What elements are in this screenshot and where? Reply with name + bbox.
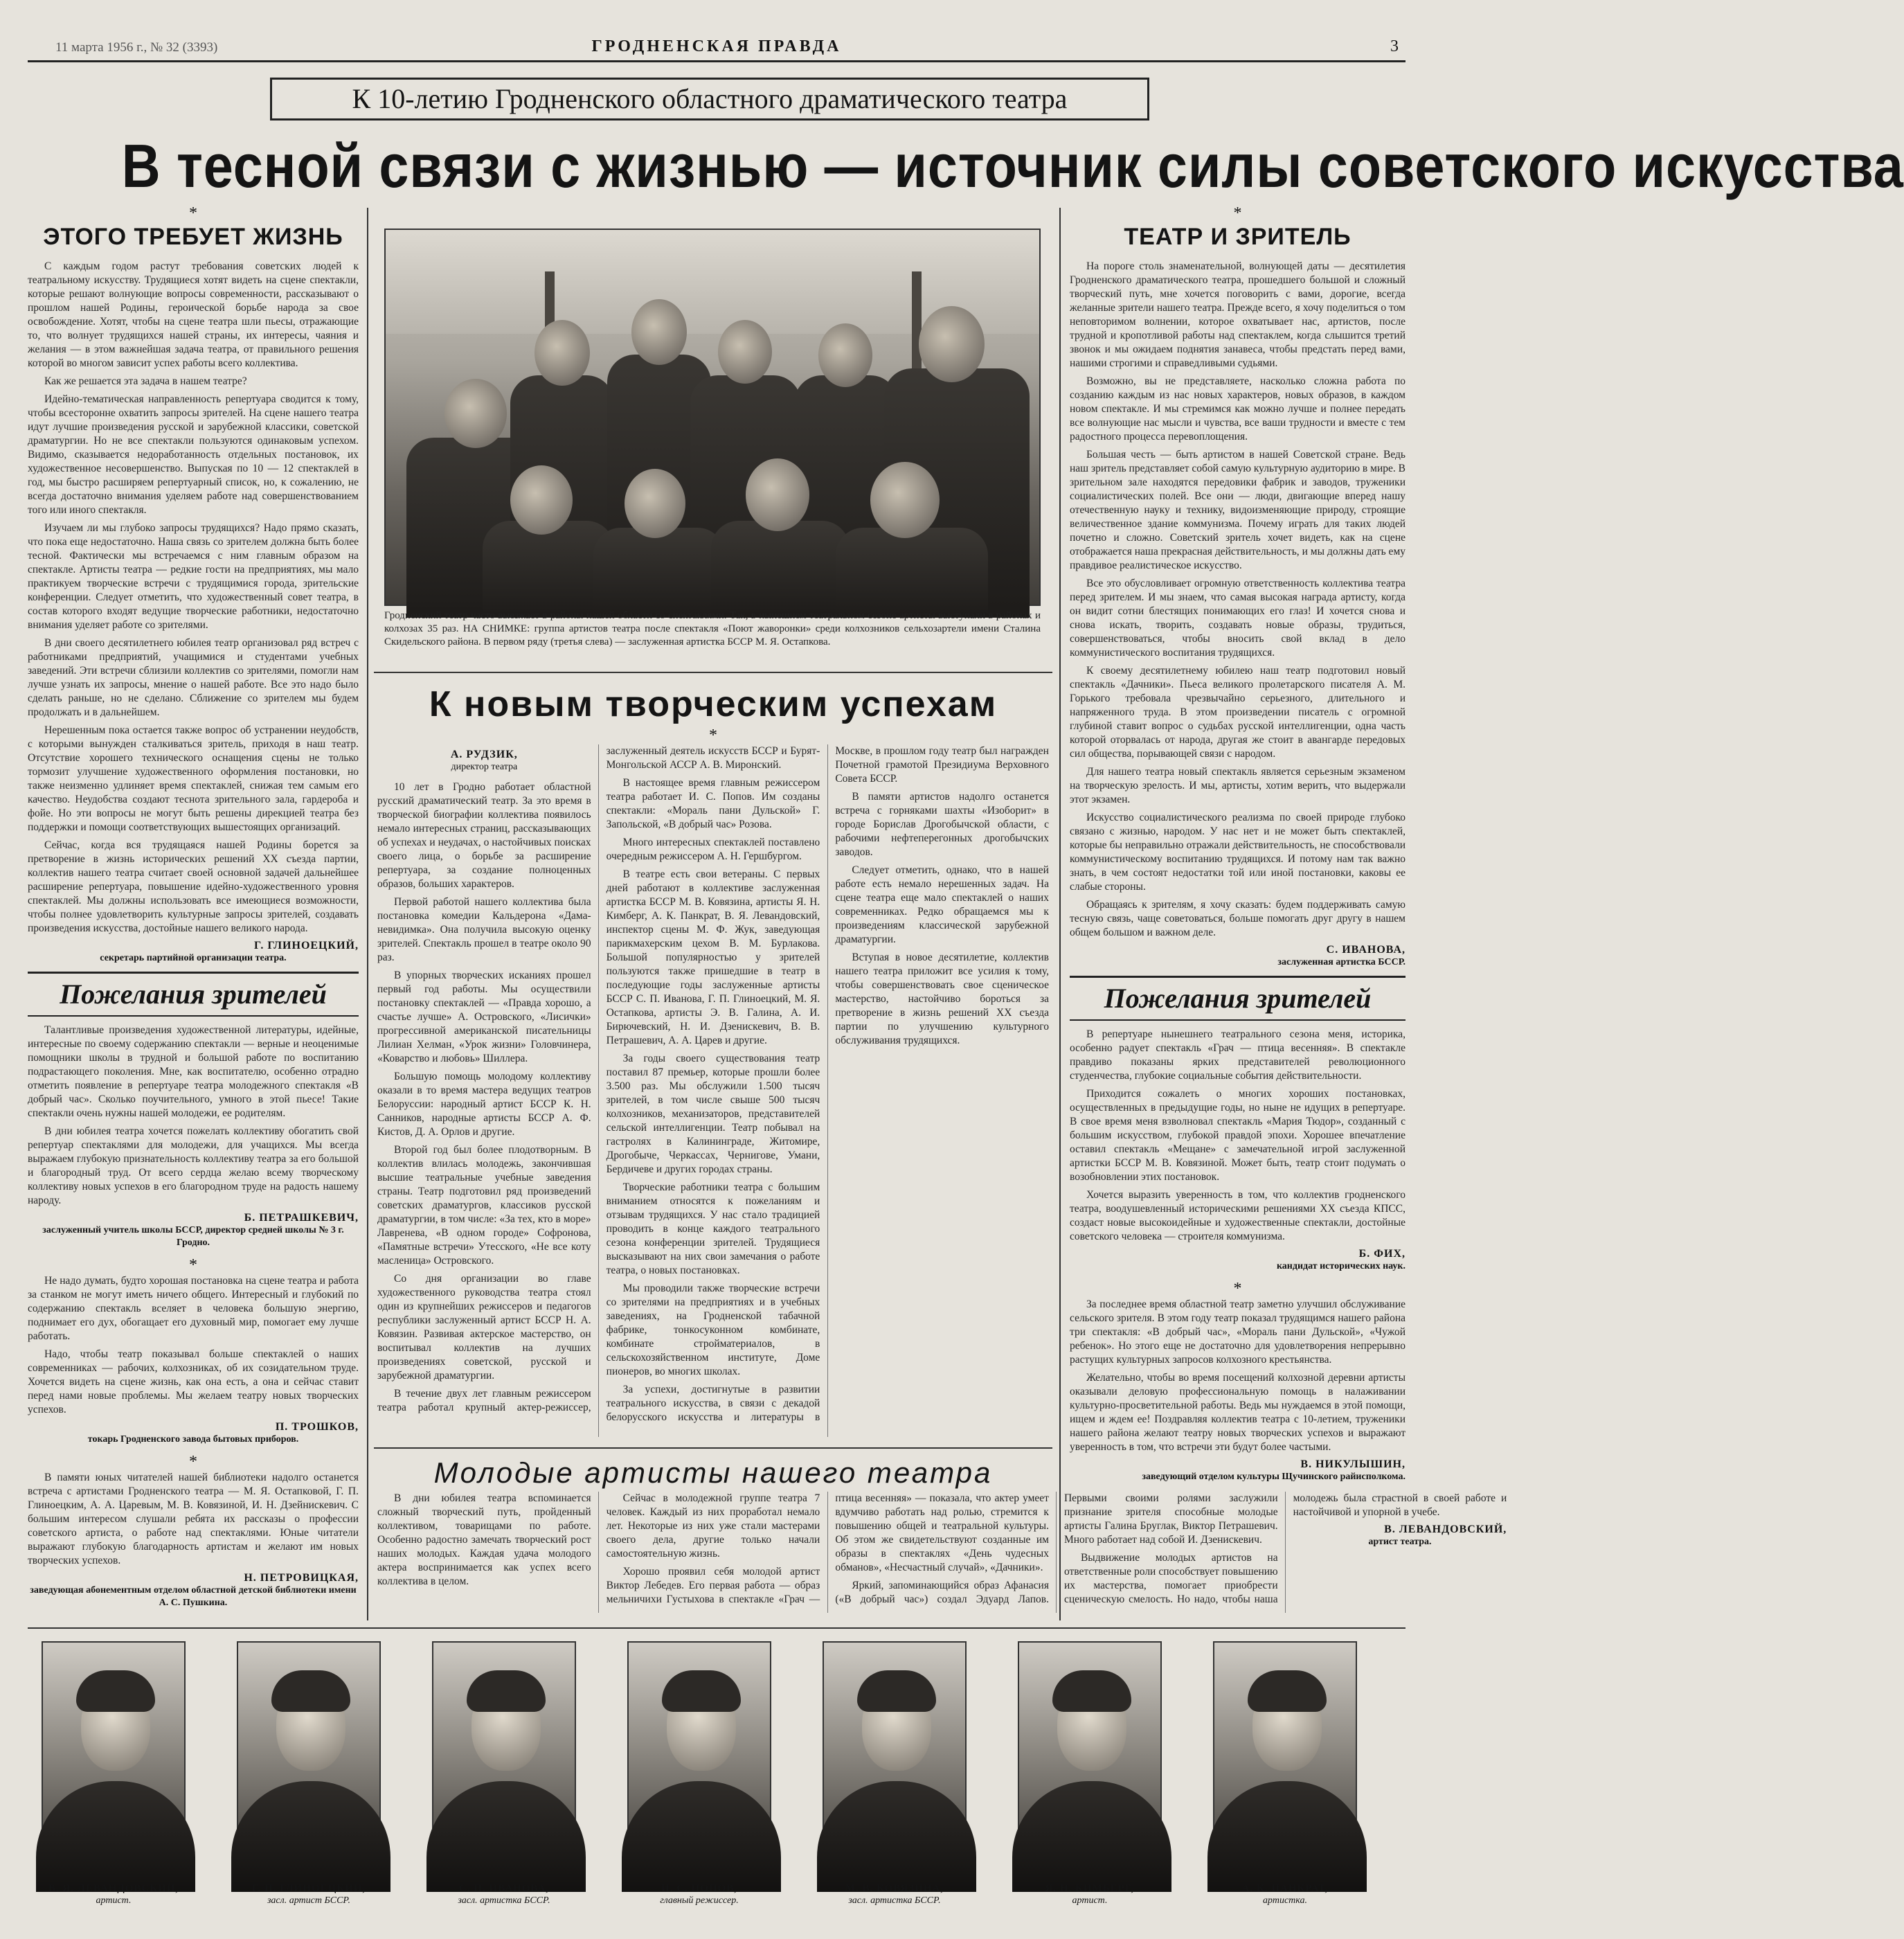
portrait-photo [432, 1641, 576, 1877]
paragraph: Для нашего театра новый спектакль является серьезным экзаменом на творческую зрелость. И мы, артисты, хотим верить, что выдержали этот экзамен. [1070, 766, 1405, 805]
right-column [1070, 204, 1405, 1624]
person-figure [711, 521, 850, 618]
paragraph: Не надо думать, будто хорошая постановка на сцене театра и работа за станком не могут иметь ничего общего. Интересный и глубокий по содержанию спектакль вселяет в человека большую энергию, поднимает его дух, обогащает его духовный мир, помогает ему лучше работать. [28, 1275, 359, 1342]
paragraph: За успехи, достигнутые в развитии театрального искусства, в связи с декадой белорусского искусства и литературы в Москве, в прошлом году театр был награжден Почетной грамотой Президиума Верховного Совета БССР. [606, 745, 1049, 1423]
portrait-title: артистка. [1263, 1895, 1307, 1906]
star-ornament: * [709, 726, 717, 744]
portrait-name: С. П. ИВАНОВА, [458, 1883, 550, 1894]
article-title-uspekham: К новым творческим успехам [429, 684, 998, 724]
rule [374, 1447, 1052, 1449]
portrait-photo [1018, 1641, 1162, 1877]
portrait-label [1018, 1882, 1162, 1907]
paragraph: Мы проводили также творческие встречи со зрителями на предприятиях и в учебных заведениях, на Гродненской табачной фабрике, тонкосуконном комбинате, комбинате стройматериалов, в сельскохозяйственном институте, Доме пионеров, во многих школах. [606, 1283, 820, 1377]
portrait-label [1213, 1882, 1357, 1907]
portrait-label [237, 1882, 381, 1907]
person-head [919, 306, 985, 382]
main-headline: В тесной связи с жизнью — источник силы советского искусства [121, 132, 1904, 200]
paragraph: С каждым годом растут требования советских людей к театральному искусству. Трудящиеся хотят видеть на сцене спектакли, которые решают волнующие вопросы современности, рассказывают о прошлом нашей Родины, героической борьбе народа за свое освобождение. Хотят, чтобы на сцене театра шли пьесы, отражающие то, что волнует трудящихся нашей страны, их интересы, чаяния и желания — в этом важнейшая задача театра, от правильного решения которой во многом зависит успех работы всего коллектива. [28, 260, 359, 369]
portrait-name: В. Я. ЛЕВАНДОВСКИЙ, [48, 1883, 179, 1894]
article-title-teatr: ТЕАТР И ЗРИТЕЛЬ [1124, 224, 1351, 250]
portrait-photo [627, 1641, 771, 1877]
paragraph: Со дня организации во главе художественного руководства театра стоял один из крупнейших режиссеров и педагогов республики заслуженный артист БССР Н. А. Ковязин. Развивая актерское мастерство, он воспитывал коллектив на лучших произведениях советской, русской и зарубежной драматургии. [377, 1273, 591, 1382]
photo-caption-block [384, 609, 1041, 668]
person-figure [593, 528, 725, 618]
portrait-row [28, 1641, 1405, 1939]
paragraph: На пороге столь знаменательной, волнующей даты — десятилетия Гродненского драматического театра, прошедшего большой и сложный творческий путь, мне хочется поговорить с вами, дорогие, всегда желанные зрители нашего театра. Прежде всего, я хочу поделиться о том неповторимом волнении, которое охватывает нас, артистов, после трудной и кропотливой работы над спектаклем, когда слышится третий звонок и мы ожидаем поднятия занавеса, чтобы предстать перед вами, нашими строгими и справедливыми судьями. [1070, 260, 1405, 369]
paragraph: В упорных творческих исканиях прошел первый год работы. Мы осуществили постановку спектаклей — «Правда хорошо, а счастье лучше» А. Островского, «Лисички» прогрессивной американской писательницы Лилиан Хелман, «Урок жизни» Головчинера, «Коварство и любовь» Шиллера. [377, 970, 591, 1064]
paragraph: Талантливые произведения художественной литературы, идейные, интересные по своему содержанию спектакли — верные и неоценимые помощники школы в трудной и большой работе по воспитанию подрастающего поколения. Мне, как воспитателю, особенно отрадно отметить появление в репертуаре театра молодежного спектакля «В добрый час». Сколько поучительного, умного в этой пьесе! Такие спектакли очень нужны нашей молодежи, ее родителям. [28, 1024, 359, 1119]
portrait-label [42, 1882, 186, 1907]
author-signature: В. ЛЕВАНДОВСКИЙ, [1384, 1524, 1507, 1535]
author-signature: Б. ФИХ, [1358, 1248, 1405, 1260]
portrait-title: артист. [1072, 1895, 1108, 1906]
section-title-wishes: Пожелания зрителей [28, 972, 359, 1017]
author-role: артист театра. [1368, 1537, 1432, 1547]
paragraph: 10 лет в Гродно работает областной русский драматический театр. За это время в творческой биографии коллектива появилось немало интересных страниц, рассказывающих об успехах и неудачах, о настойчивых поисках своего лица, о борьбе за расширение репертуара, за создание полноценных образов, больших характеров. [377, 781, 591, 890]
paragraph: К своему десятилетнему юбилею наш театр подготовил новый спектакль «Дачники». Пьеса великого пролетарского писателя А. М. Горького требовала чрезвычайно серьезного, длительного и напряженного труда. В этом произведении писатель с огромной глубиной ставит вопрос о судьбах русской интеллигенции, одна часть которой оторвалась от народа, другая же стоит в авангарде передовых сил общества, порывающей связи с народом. [1070, 665, 1405, 760]
portrait-name: Г. П. ГЛИНОЕЦКИЙ, [251, 1883, 366, 1894]
left-column [28, 204, 359, 1624]
portrait-title: засл. артистка БССР. [848, 1895, 941, 1906]
paragraph: В настоящее время главным режиссером театра работает И. С. Попов. Им созданы спектакли: «Мораль пани Дульской» Г. Запольской, «В добрый час» Розова. [606, 777, 820, 830]
paragraph: Первой работой нашего коллектива была постановка комедии Кальдерона «Дама-невидимка». Она получила высокую оценку зрителей. Спектакль прошел в театре около 90 раз. [377, 896, 591, 963]
rule [374, 672, 1052, 673]
person-head [444, 379, 507, 448]
author-role: заведующий отделом культуры Щучинского райисполкома. [1142, 1472, 1405, 1482]
portrait-label [627, 1882, 771, 1907]
column-rule-right [1059, 208, 1061, 1620]
person-head [631, 299, 687, 365]
paragraph: Все это обусловливает огромную ответственность коллектива театра перед зрителем. И мы знаем, что самая высокая награда артисту, когда он видит сотни блестящих понимающих его глаз! И хочется снова и снова искать, творить, создавать новые образы, трудиться, совершенствоваться, чтобы вносить свой вклад в дело коммунистического воспитания трудящихся. [1070, 578, 1405, 659]
paragraph: Приходится сожалеть о многих хороших постановках, осуществленных в предыдущие годы, но ныне не идущих в репертуаре. В свое время меня взволновал спектакль «Мария Тюдор», созданный с большим искусством, глубокой правдой эпохи. Хорошее впечатление оставил спектакль «Мещане» с замечательной игрой заслуженной артистки БССР М. В. Ковязиной. Может быть, театр стоит подумать о возобновлении этих постановок. [1070, 1088, 1405, 1183]
star-ornament: * [1233, 204, 1242, 222]
person-figure [836, 528, 988, 618]
paragraph: В памяти юных читателей нашей библиотеки надолго останется встреча с артистами Гродненского театра — М. Я. Остапковой, Г. П. Глиноецким, А. А. Царевым, М. В. Ковязиной, И. Н. Дзейнискевич. С большим интересом слушали ребята их рассказы о профессии советского артиста, о работе над спектаклями. Юные читатели выражают глубокую благодарность артистам и желают им новых творческих успехов. [28, 1472, 359, 1566]
author-signature: Н. ПЕТРОВИЦКАЯ, [244, 1572, 359, 1584]
author-role: заведующая абонементным отделом областной детской библиотеки имени А. С. Пушкина. [30, 1585, 357, 1608]
person-head [625, 469, 685, 538]
paragraph: В течение двух лет главным режиссером театра работал крупный актер-режиссер, заслуженный деятель искусств БССР и Бурят-Монгольской АССР А. В. Миронский. [377, 745, 820, 1413]
portrait-photo [823, 1641, 967, 1877]
star-ornament: * [189, 1453, 197, 1471]
paragraph: В дни своего десятилетнего юбилея театр организовал ряд встреч с работниками предприятий, учащимися и студентами учебных заведений. Эти встречи сблизили коллектив со зрителями, помогли нам лучше узнать их запросы, мнение о нашей работе. Все это надо было сделать раньше, но не сделано. Сближение со зрителем мы будем продолжать и в дальнейшем. [28, 637, 359, 718]
portrait-name: М. В. КОВЯЗИНА, [845, 1883, 944, 1894]
author-signature: П. ТРОШКОВ, [275, 1421, 359, 1433]
page-number: 3 [1390, 37, 1399, 55]
group-photo [384, 229, 1041, 606]
author-role: заслуженная артистка БССР. [1277, 957, 1405, 967]
article-title-block [377, 682, 1049, 744]
person-head [818, 323, 872, 387]
paragraph: Яркий, запоминающийся образ Афанасия («В добрый час») создал Эдуард Лапов. Первыми своими ролями заслужили признание зрителя способные молодые артисты Галина Бруглак, Виктор Петрашевич. Много работает над собой И. Дзенискевич. [835, 1492, 1278, 1605]
paragraph: Сейчас в молодежной группе театра 7 человек. Каждый из них проработал немало лет. Некоторые из них уже стали мастерами своего дела, другие только начали самостоятельную жизнь. [606, 1492, 820, 1560]
author-role: заслуженный учитель школы БССР, директор средней школы № 3 г. Гродно. [42, 1225, 344, 1248]
paragraph: Творческие работники театра с большим вниманием относятся к пожеланиям и отзывам трудящихся. У нас стало традицией проводить в конце каждого театрального сезона конференции зрителей. Трудящиеся высказывают на них свои замечания о работе театра, о новых постановках. [606, 1181, 820, 1276]
portrait-name: И. С. ПОПОВ, [661, 1883, 737, 1894]
star-ornament: * [1233, 1280, 1242, 1298]
portrait-title: засл. артистка БССР. [458, 1895, 550, 1906]
paragraph: Следует отметить, однако, что в нашей работе есть немало нерешенных задач. На сцене театра еще мало спектаклей о наших современниках. Редко обращаемся мы к произведениям классической зарубежной драматургии. [835, 864, 1049, 945]
person-head [718, 320, 772, 384]
star-ornament: * [189, 204, 197, 222]
paragraph: Вступая в новое десятилетие, коллектив нашего театра приложит все усилия к тому, чтобы совершенствовать свое сценическое мастерство, настойчиво бороться за претворение в жизнь решений XX съезда партии по улучшению культурного обслуживания трудящихся. [835, 951, 1049, 1046]
paragraph: Нерешенным пока остается также вопрос об устранении неудобств, с которыми вынужден сталкиваться зритель, приходя в наш театр. Отсутствие хорошего технического оснащения сцены не только тормозит улучшение художественного оформления постановки, но также неизменно удлиняет время спектаклей, снижая тем самым его качество. Неудобства создают теснота зрительного зала, гардероба и фойе. Но эти вопросы не могут быть решены дирекцией театра без поддержки и помощи соответствующих вышестоящих организаций. [28, 724, 359, 833]
person-head [510, 465, 573, 535]
paragraph: Идейно-тематическая направленность репертуара сводится к тому, чтобы всесторонне охватить запросы зрителей. На сцене нашего театра идут лучшие произведения русской и зарубежной классики, советской драматургии. Но не все спектакли пользуются одинаковым успехом. Видимо, сказывается недоработанность отдельных постановок, их художественное несовершенство. Выпуская по 10 — 12 спектаклей в год, мы быстро расширяем репертуарный список, но, к сожалению, не всегда достаточно внимания уделяем работе над совершенствованием того или иного спектакля. [28, 393, 359, 516]
portrait-name: А. К. ПАНКРАТ, [1241, 1883, 1329, 1894]
author-signature: В. НИКУЛЫШИН, [1300, 1458, 1405, 1470]
portrait-title: главный режиссер. [660, 1895, 739, 1906]
paragraph: В театре есть свои ветераны. С первых дней работают в коллективе заслуженная артистка БССР М. В. Ковязина, артисты Я. Н. Кимберг, А. К. Панкрат, В. Я. Левандовский, инспектор сцены М. Ф. Жук, заведующая парикмахерским цехом В. М. Бурлакова. Большой популярностью у зрителей пользуются также пришедшие в театр в последующие годы заслуженные артисты БССР С. П. Иванова, Г. П. Глиноецкий, М. Я. Остапкова, артисты Э. В. Галина, А. И. Бирючевский, Н. И. Дзенискевич, В. В. Петрашевич, А. А. Царев и другие. [606, 868, 820, 1046]
paragraph: За годы своего существования театр поставил 87 премьер, которые прошли более 3.500 раз. Мы обслужили 1.500 тысяч зрителей, в том числе свыше 500 тысяч колхозников, механизаторов, представителей сельской интеллигенции. Театр побывал на гастролях в Калининграде, Житомире, Дрогобыче, Черкассах, Чернигове, Умани, Бердичеве и других городах страны. [606, 1053, 820, 1175]
paragraph: Хорошо проявил себя молодой артист Виктор Лебедев. Его первая работа — образ мельничихи Густыхова в спектакле «Грач — птица весенняя» — показала, что актер умеет вдумчиво работать над ролью, стремится к повышению общей и театральной культуры. Об этом же свидетельствуют созданные им образы в спектаклях «День чудесных обманов», «Несчастный случай», «Дачники». [606, 1492, 1049, 1605]
newspaper-name: ГРОДНЕНСКАЯ ПРАВДА [591, 37, 842, 55]
paragraph: Надо, чтобы театр показывал больше спектаклей о наших современниках — рабочих, колхозниках, об их созидательном труде. Хочется видеть на сцене жизнь, как она есть, а она и сейчас ставит перед нами новые проблемы. Мы желаем театру новых творческих успехов. [28, 1348, 359, 1415]
anniversary-kicker: К 10-летию Гродненского областного драматического театра [270, 78, 1149, 120]
portrait-row-rule [28, 1627, 1405, 1629]
portrait-photo [42, 1641, 186, 1877]
paragraph: Много интересных спектаклей поставлено очередным режиссером А. Н. Гершбургом. [606, 837, 820, 862]
paragraph: Сейчас, когда вся трудящаяся нашей Родины борется за претворение в жизнь исторических решений XX съезда партии, коллектив нашего театра считает своей основной задачей дальнейшее расширение репертуара, повышение идейно-художественного уровня спектаклей. Мы должны использовать все имеющиеся возможности, чтобы полнее удовлетворить культурные запросы зрителей, создавать произведения искусства, достойные нашего великого народа. [28, 839, 359, 934]
author-role: кандидат исторических наук. [1276, 1261, 1405, 1271]
paragraph: Как же решается эта задача в нашем театре? [44, 375, 247, 387]
author-signature: Г. ГЛИНОЕЦКИЙ, [253, 940, 359, 951]
paragraph: Большую помощь молодому коллективу оказали в то время мастера ведущих театров Белоруссии: народный артист БССР К. Н. Санников, народные артисты БССР А. Ф. Кистов, Д. А. Орлов и другие. [377, 1071, 591, 1138]
author-role: директор театра [451, 762, 518, 772]
author-role: токарь Гродненского завода бытовых приборов. [87, 1434, 299, 1445]
paragraph: Изучаем ли мы глубоко запросы трудящихся? Надо прямо сказать, что пока еще недостаточно. Наша связь со зрителем должна быть более тесной. Фактически мы встречаемся с ним главным образом на спектакле. Артисты театра — редкие гости на предприятиях, мы мало практикуем творческие встречи с трудящимися города, зрительские конференции. Следует отметить, что художественный совет театра, в состав которого входят ведущие творческие работники, недостаточно внимания уделяет работе со зрителями. [28, 522, 359, 631]
portrait-photo [1213, 1641, 1357, 1877]
masthead [28, 28, 1405, 62]
portrait-photo [237, 1641, 381, 1877]
portrait-title: засл. артист БССР. [267, 1895, 351, 1906]
person-head [870, 462, 940, 538]
paragraph: Хочется выразить уверенность в том, что коллектив гродненского театра, воодушевленный историческими решениями XX съезда КПСС, создаст новые высокоидейные и художественные спектакли, достойные советского человека — строителя коммунизма. [1070, 1189, 1405, 1242]
paragraph: За последнее время областной театр заметно улучшил обслуживание сельского зрителя. В этом году театр показал трудящимся нашего района три спектакля: «В добрый час», «Мораль пани Дульской», «Чужой ребенок». Но этого еще не достаточно для удовлетворения непрерывно растущих культурных запросов колхозного крестьянства. [1070, 1298, 1405, 1366]
author-signature: С. ИВАНОВА, [1326, 944, 1405, 956]
portrait-label [823, 1882, 967, 1907]
paragraph: Второй год был более плодотворным. В коллектив влилась молодежь, закончившая высшие театральные учебные заведения страны. Театр подготовил ряд произведений советских драматургов, классиков русской драматургии, в том числе: «За тех, кто в море» Лавренева, «В одном городе» Софронова, «Памятные встречи» Утесского, «Не все коту масленица» Островского. [377, 1144, 591, 1267]
person-head [535, 320, 590, 386]
portrait-title: артист. [96, 1895, 132, 1906]
paragraph: Желательно, чтобы во время посещений колхозной деревни артисты оказывали деловую профессиональную помощь в налаживании культурно-просветительной работы. Ведь мы нуждаемся в этой помощи, ищем и ждем ее! Поздравляя коллектив театра с 10-летием, труженики нашего района желают театру новых творческих успехов и выражают уверенность в том, что встречи эти будут более частыми. [1070, 1372, 1405, 1453]
paragraph: Обращаясь к зрителям, я хочу сказать: будем поддерживать самую тесную связь, чаще советоваться, больше помогать друг другу в нашем общем большом и важном деле. [1070, 899, 1405, 938]
article-title-jizn: ЭТОГО ТРЕБУЕТ ЖИЗНЬ [43, 224, 343, 250]
photo-caption: Гродненский театр часто выезжает в районы нашей области со спектаклями. Так, в нынешнем театральном сезоне артисты выступали в районах и колхозах 35 раз. НА СНИМКЕ: группа артистов театра после спектакля «Поют жаворонки» среди колхозников сельхозартели имени Сталина Скидельского района. В первом ряду (третья слева) — заслуженная артистка БССР М. Я. Остапкова. [384, 610, 1041, 647]
portrait-label [432, 1882, 576, 1907]
paragraph: В репертуаре нынешнего театрального сезона меня, историка, особенно радует спектакль «Грач — птица весенняя». В спектакле правдиво показаны ярких представителей революционного студенчества, глубокие социальные события действительности. [1070, 1028, 1405, 1082]
article-title-young: Молодые артисты нашего театра [433, 1456, 993, 1489]
paragraph: Возможно, вы не представляете, насколько сложна работа по созданию каждым из нас новых характеров, новых образов, в каждом новом спектакле. И мы стремимся как можно лучше и полнее передать все волнующие нас мысли и чувства, все ваши трудности и вместе с тем радостного процесса перевоплощения. [1070, 375, 1405, 443]
paragraph: Выдвижение молодых артистов на ответственные роли способствует повышению их мастерства, помогает приобрести сценическую смелость. Но надо, чтобы наша молодежь была страстной в своей работе и настойчивой и упорной в учебе. [1063, 1492, 1507, 1605]
column-rule-left [367, 208, 368, 1620]
paragraph: В дни юбилея театра хочется пожелать коллективу обогатить свой репертуар спектаклями для молодежи, для учащихся. Мы всегда выражаем глубокую признательность коллективу театра за его большой и благородный труд. От всего сердца желаю всему творческому коллективу новых успехов в его благородном труде на радость нашему народу. [28, 1125, 359, 1206]
paragraph: В дни юбилея театра вспоминается сложный творческий путь, пройденный коллективом, товарищами по работе. Особенно радостно замечать творческий рост наших молодых. Каждая удача молодого актера воспринимается как успех всего коллектива в целом. [377, 1492, 591, 1587]
paragraph: Большая честь — быть артистом в нашей Советской стране. Ведь наш зритель представляет собой самую культурную аудиторию в мире. В зрительном зале находятся передовики фабрик и заводов, труженики социалистических полей. Все они — люди, двигающие вперед нашу отечественную науку и технику, видоизменяющие природу, строящие величественное здание коммунизма. Почему играть для таких людей почетно и сложно. Советский зритель хочет видеть, как на сцене отображается наша прекрасная действительность, и мы должны дать ему правдивое реалистическое искусство. [1070, 449, 1405, 571]
issue-date: 11 марта 1956 г., № 32 (3393) [55, 40, 218, 55]
section-title-wishes-right: Пожелания зрителей [1070, 976, 1405, 1021]
person-head [746, 458, 809, 531]
portrait-name: Я. Н. КИМБЕРГ, [1045, 1883, 1135, 1894]
author-signature: А. РУДЗИК, [450, 749, 518, 760]
article-body-uspekham [377, 744, 1049, 1440]
star-ornament: * [189, 1256, 197, 1274]
paragraph: В памяти артистов надолго останется встреча с горняками шахты «Изоборит» в городе Борислав Дрогобычской области, с рабочими нефтеперегонных дрогобычских заводов. [835, 791, 1049, 858]
paragraph: Искусство социалистического реализма по своей природе глубоко связано с жизнью, народом. У нас нет и не может быть спектаклей, которые бы неправильно отражали действительность, не способствовали коммунистическому воспитанию трудящихся. И потому нам так важно знать, в чем состоят недостатки той или иной постановки, каковы ее слабые стороны. [1070, 812, 1405, 893]
author-signature: Б. ПЕТРАШКЕВИЧ, [244, 1212, 359, 1224]
author-role: секретарь партийной организации театра. [100, 953, 287, 963]
